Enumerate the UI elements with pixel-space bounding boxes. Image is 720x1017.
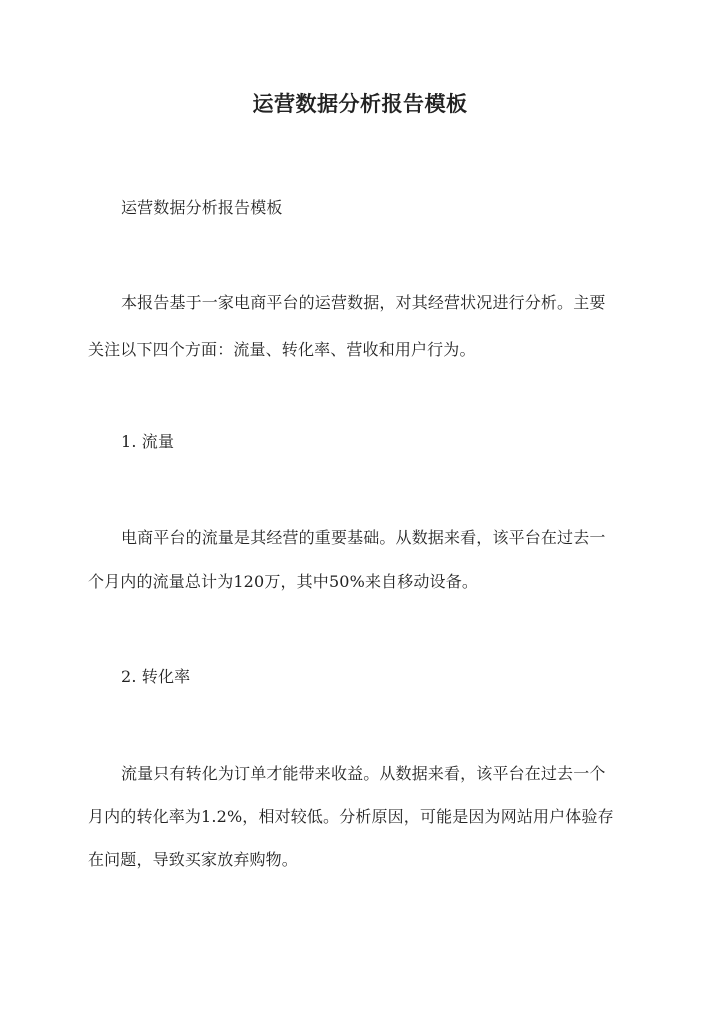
section-heading-traffic: 1. 流量 — [121, 432, 175, 451]
conversion-paragraph-line-3: 在问题，导致买家放弃购物。 — [88, 850, 298, 869]
traffic-paragraph-line-2: 个月内的流量总计为120万，其中50%来自移动设备。 — [88, 572, 479, 591]
section-heading-conversion: 2. 转化率 — [121, 667, 191, 686]
intro-line-2: 关注以下四个方面：流量、转化率、营收和用户行为。 — [88, 340, 476, 359]
document-subtitle: 运营数据分析报告模板 — [121, 198, 283, 217]
conversion-paragraph-line-2: 月内的转化率为1.2%，相对较低。分析原因，可能是因为网站用户体验存 — [88, 807, 614, 826]
traffic-paragraph-line-1: 电商平台的流量是其经营的重要基础。从数据来看，该平台在过去一 — [121, 528, 606, 547]
intro-line-1: 本报告基于一家电商平台的运营数据，对其经营状况进行分析。主要 — [121, 293, 606, 312]
conversion-paragraph-line-1: 流量只有转化为订单才能带来收益。从数据来看，该平台在过去一个 — [121, 764, 606, 783]
document-title: 运营数据分析报告模板 — [252, 91, 468, 116]
